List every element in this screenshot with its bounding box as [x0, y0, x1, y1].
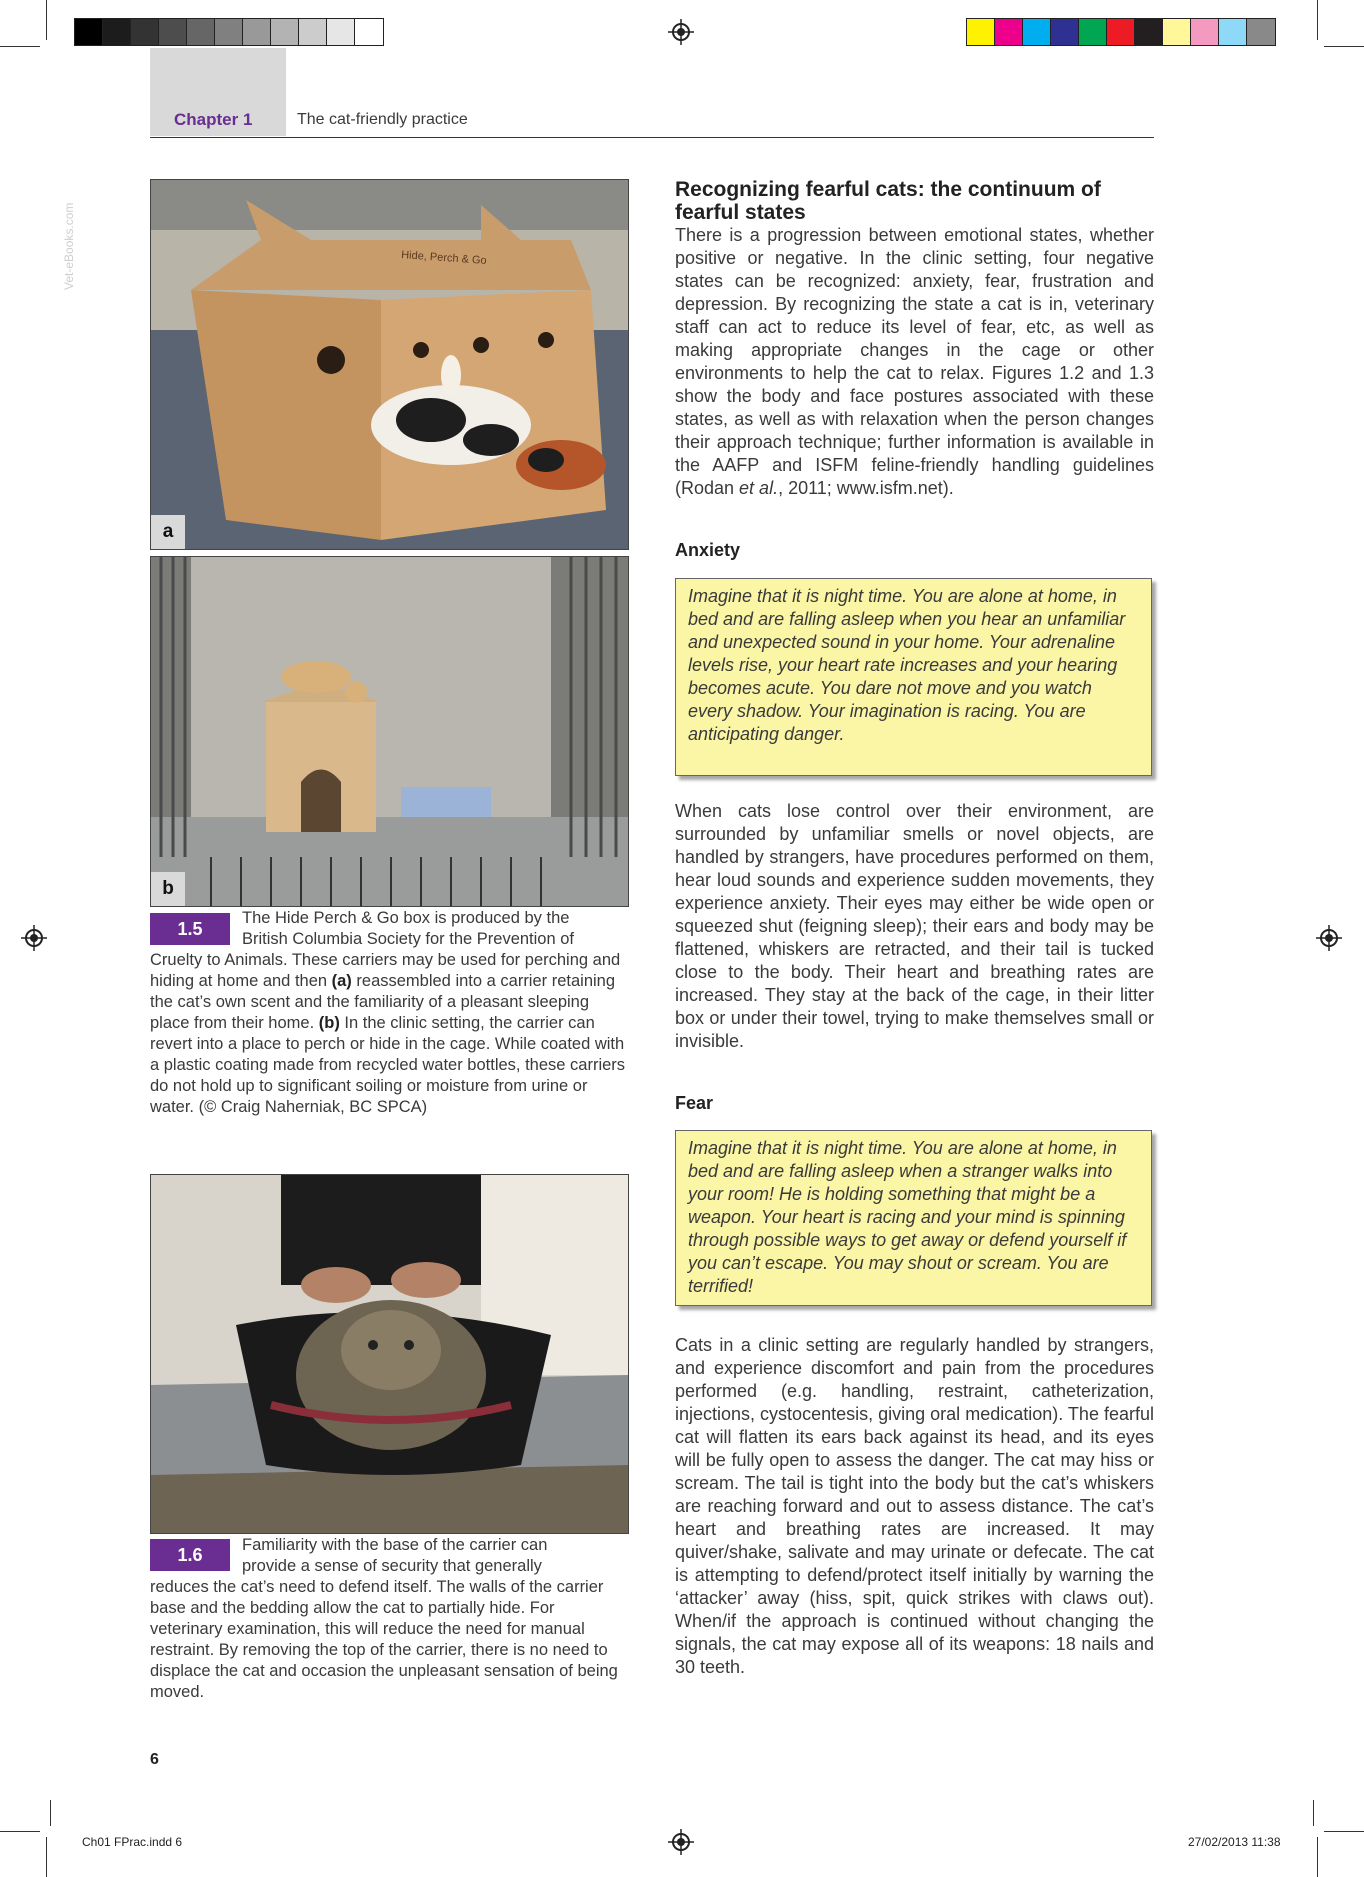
slug-file-name: Ch01 FPrac.indd 6: [82, 1835, 183, 1849]
figure-number-badge: 1.5: [150, 913, 230, 945]
fear-subheading: Fear: [675, 1093, 714, 1113]
watermark: Vet-eBooks.com: [62, 202, 76, 290]
figure-1-6-caption: [150, 1535, 628, 1703]
fear-subheading-wrap: [675, 1093, 1154, 1114]
figure-1-5-caption: [150, 908, 628, 1118]
intro-text: There is a progression between emotional states, whether positive or negative. In the clinic setting, four negative states can be recognized: anxiety, fear, frustration and depression. By recognizing the state a cat is in, veterinary staff can act to reduce its level of fear, etc, as well as making appropriate changes in the cage or other environments to help the cat to relax. Figures 1.2 and 1.3 show the body and face postures associated with these states, as well as with relaxation when the person changes their approach technique; further information is available in the AAFP and ISFM feline-friendly handling guidelines (Rodan: [675, 225, 1154, 498]
color-swatch: [1023, 19, 1051, 45]
caption-text: Cruelty to Animals. These carriers may be used for perching and hiding at home and then: [150, 951, 621, 990]
caption-line: British Columbia Society for the Prevention of: [242, 930, 574, 948]
color-swatch: [103, 19, 131, 45]
chapter-label: Chapter 1: [174, 110, 253, 129]
color-swatch: [1163, 19, 1191, 45]
clinic-cage-image: [151, 557, 628, 906]
fear-body-wrap: [675, 1334, 1154, 1679]
intro-text-italic: et al.: [739, 478, 779, 498]
color-swatch: [995, 19, 1023, 45]
box-print-text: Hide, Perch & Go: [400, 249, 488, 267]
color-swatch: [271, 19, 299, 45]
cardboard-carrier-image: [151, 180, 628, 549]
chapter-title: The cat-friendly practice: [297, 111, 468, 128]
color-swatch: [159, 19, 187, 45]
color-swatch: [1135, 19, 1163, 45]
panel-letter-b: b: [151, 872, 185, 906]
color-swatch: [1247, 19, 1275, 45]
color-swatch: [131, 19, 159, 45]
panel-letter-a: a: [151, 515, 185, 549]
slug-date-time: 27/02/2013 11:38: [1188, 1835, 1281, 1849]
color-swatch: [967, 19, 995, 45]
section-heading: Recognizing fearful cats: the continuum of fearful states: [675, 178, 1101, 224]
color-swatch: [187, 19, 215, 45]
registration-mark-icon: [1316, 925, 1342, 951]
intro-text: , 2011; www.isfm.net).: [778, 478, 954, 498]
page-number: 6: [150, 1751, 159, 1768]
color-swatch: [1219, 19, 1247, 45]
figure-number-badge: 1.6: [150, 1539, 230, 1571]
caption-panel-ref: (a): [331, 972, 352, 990]
registration-mark-icon: [668, 1829, 694, 1855]
caption-text: reassembled into a carrier retaining the cat’s own scent and the familiarity of a pleasant sleeping place from their home.: [150, 972, 616, 1032]
caption-panel-ref: (b): [318, 1014, 340, 1032]
process-color-bar: [966, 18, 1276, 46]
figure-1-5a-photo: [150, 179, 629, 550]
anxiety-callout-text: Imagine that it is night time. You are alone at home, in bed and are falling asleep when you hear an unfamiliar and unexpected sound in your home. Your adrenaline levels rise, your heart rate increases and your hearing becomes acute. You dare not move and you watch every shadow. Your imagination is racing. You are anticipating danger.: [688, 586, 1126, 744]
caption-line: Familiarity with the base of the carrier can: [242, 1536, 548, 1554]
intro-paragraph: [675, 224, 1154, 500]
color-swatch: [75, 19, 103, 45]
caption-line: provide a sense of security that generally: [242, 1557, 542, 1575]
color-swatch: [1051, 19, 1079, 45]
anxiety-body-wrap: [675, 800, 1154, 1053]
header-rule: [150, 137, 1154, 138]
anxiety-callout-box: [675, 578, 1152, 776]
registration-mark-icon: [21, 925, 47, 951]
caption-text: In the clinic setting, the carrier can revert into a place to perch or hide in the cage. While coated with a plastic coating made from recycled water bottles, these carriers do not hold up to significant soiling or moisture from urine or water. (© Craig Naherniak, BC SPCA): [150, 1014, 626, 1116]
fear-callout-box: [675, 1130, 1152, 1306]
color-swatch: [1107, 19, 1135, 45]
fear-paragraph: Cats in a clinic setting are regularly handled by strangers, and experience discomfort and pain from the procedures performed (e.g. handling, restraint, catheterization, injections, cystocentesis, giving oral medication). The fearful cat will flatten its ears back against its head, and its eyes will be fully open to assess the danger. The cat may hiss or scream. The tail is tight into the body but the cat’s whiskers are reaching forward and out to assess distance. The cat’s heart and breathing rates are increased. It may quiver/shake, salivate and may urinate or defecate. The cat is attempting to defend/protect itself initially by warning the ‘attacker’ away (hiss, spit, quick strikes with claws out). When/if the approach is continued without changing the signals, the cat may expose all of its weapons: 18 nails and 30 teeth.: [675, 1335, 1154, 1677]
caption-text: reduces the cat’s need to defend itself. The walls of the carrier base and the bedding allow the cat to partially hide. For veterinary examination, this will reduce the need for manual restraint. By removing the top of the carrier, there is no need to displace the cat and occasion the unpleasant sensation of being moved.: [150, 1578, 618, 1701]
color-swatch: [1191, 19, 1219, 45]
anxiety-subheading: Anxiety: [675, 540, 741, 560]
anxiety-paragraph: When cats lose control over their environment, are surrounded by unfamiliar smells or novel objects, are handled by strangers, have procedures performed on them, hear loud sounds and experience sudden movements, they experience anxiety. Their eyes may either be wide open or squeezed shut (feigning sleep); their ears and body may be flattened, whiskers are retracted, and their tail is tucked close to the body. Their heart and breathing rates are increased. They stay at the back of the cage, in their litter box or under their towel, trying to make themselves small or invisible.: [675, 801, 1154, 1051]
color-swatch: [1079, 19, 1107, 45]
anxiety-subheading-wrap: [675, 540, 1154, 561]
figure-1-6-photo: [150, 1174, 629, 1534]
fear-callout-text: Imagine that it is night time. You are alone at home, in bed and are falling asleep when a stranger walks into your room! He is holding something that might be a weapon. Your heart is racing and your mind is spinning through possible ways to get away or defend yourself if you can’t escape. You may shout or scream. You are terrified!: [688, 1138, 1127, 1296]
caption-line: The Hide Perch & Go box is produced by the: [242, 909, 570, 927]
figure-1-5b-photo: [150, 556, 629, 907]
registration-mark-icon: [668, 19, 694, 45]
section-intro: [675, 178, 1154, 500]
grayscale-color-bar: [74, 18, 384, 46]
cat-in-carrier-image: [151, 1175, 628, 1533]
color-swatch: [355, 19, 383, 45]
color-swatch: [299, 19, 327, 45]
color-swatch: [243, 19, 271, 45]
color-swatch: [215, 19, 243, 45]
color-swatch: [327, 19, 355, 45]
